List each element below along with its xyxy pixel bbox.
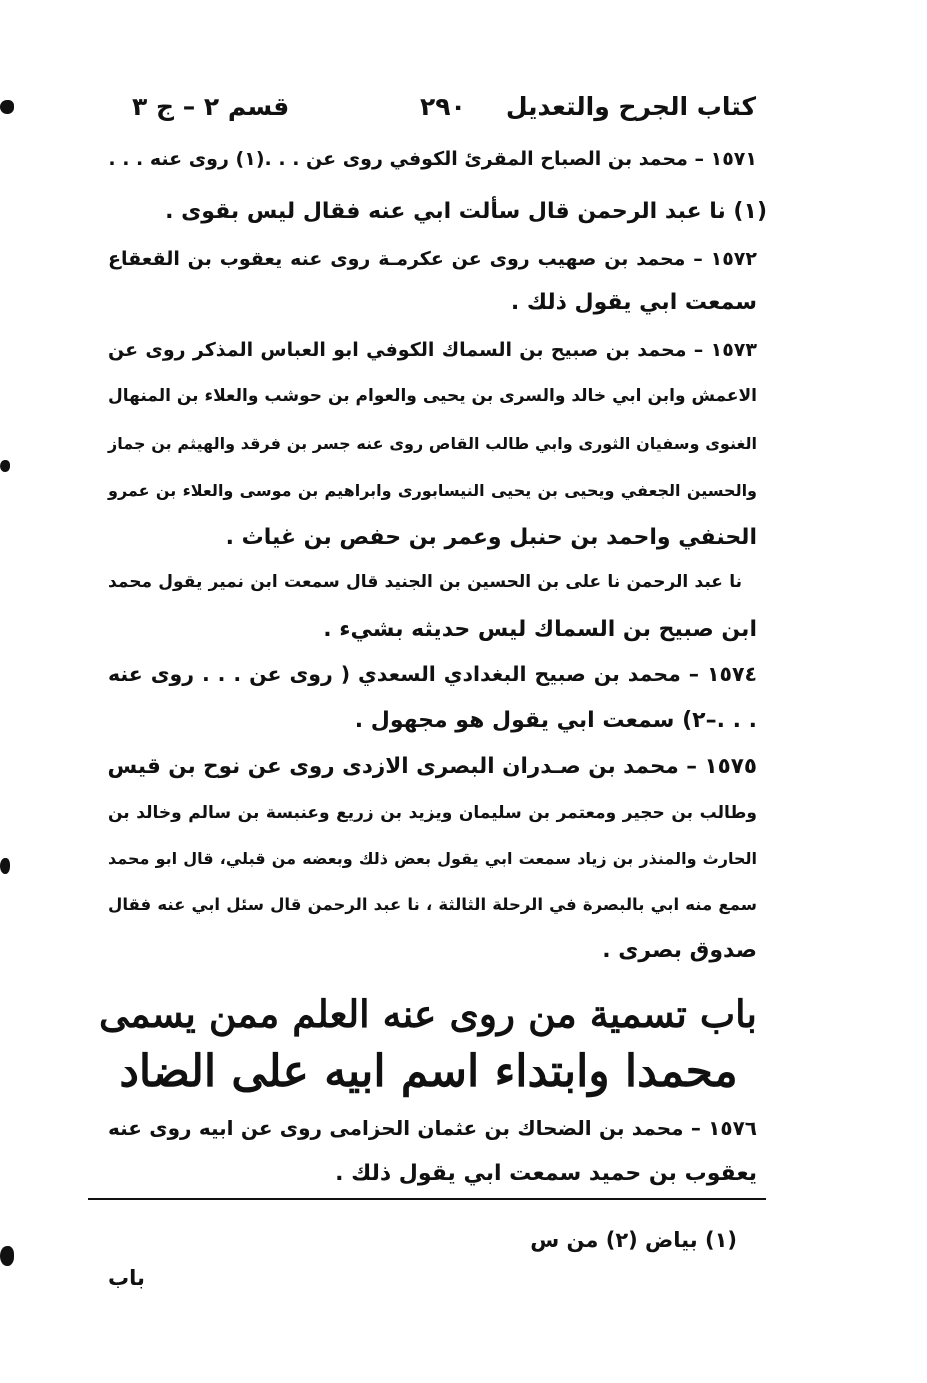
page-number: ٢٩٠ bbox=[420, 92, 466, 121]
chapter-heading-line-2: محمدا وابتداء اسم ابيه على الضاد bbox=[119, 1046, 738, 1097]
body-line: . . .–٢) سمعت ابي يقول هو مجهول . bbox=[354, 708, 757, 733]
body-line: سمعت ابي يقول ذلك . bbox=[510, 290, 757, 315]
scan-mark-lower bbox=[0, 858, 10, 874]
book-title: كتاب الجرح والتعديل bbox=[505, 92, 756, 121]
entry-1575-line: ١٥٧٥ – محمد بن صـدران البصرى الازدى روى عن نوح بن قيس bbox=[107, 754, 757, 779]
body-line: صدوق بصرى . bbox=[602, 938, 757, 963]
footnote-divider bbox=[88, 1198, 766, 1200]
catchword: باب bbox=[108, 1266, 145, 1290]
volume-label: قسم ٢ – ج ٣ bbox=[132, 92, 290, 121]
entry-1572-line: ١٥٧٢ – محمد بن صهيب روى عن عكرمـة روى عنه يعقوب بن القعقاع bbox=[108, 248, 757, 270]
entry-1571-line: ١٥٧١ – محمد بن الصباح المقرئ الكوفي روى عن . . .(١) روى عنه . . . bbox=[108, 148, 757, 170]
body-line: الحنفي واحمد بن حنبل وعمر بن حفص بن غياث . bbox=[225, 525, 757, 550]
footnote-inline-line: (١) نا عبد الرحمن قال سألت ابي عنه فقال ليس بقوى . bbox=[165, 199, 767, 224]
entry-1574-line: ١٥٧٤ – محمد بن صبيح البغدادي السعدي ( روى عن . . . روى عنه bbox=[108, 662, 757, 686]
entry-1573-line: ١٥٧٣ – محمد بن صبيح بن السماك الكوفي ابو العباس المذكر روى عن bbox=[108, 339, 757, 361]
footnote: (١) بياض (٢) من س bbox=[530, 1228, 737, 1252]
body-line: ابن صبيح بن السماك ليس حديثه بشيء . bbox=[323, 617, 757, 642]
running-header bbox=[120, 92, 756, 132]
body-line: الحارث والمنذر بن زياد سمعت ابي يقول بعض ذلك وبعضه من قبلي، قال ابو محمد bbox=[108, 849, 757, 868]
body-line: الاعمش وابن ابي خالد والسرى بن يحيى والعوام بن حوشب والعلاء بن المنهال bbox=[108, 386, 757, 406]
scan-mark-mid bbox=[0, 460, 10, 472]
body-line: سمع منه ابي بالبصرة في الرحلة الثالثة ، نا عبد الرحمن قال سئل ابي عنه فقال bbox=[108, 895, 757, 914]
entry-1576-line: ١٥٧٦ – محمد بن الضحاك بن عثمان الحزامى روى عن ابيه روى عنه bbox=[108, 1116, 757, 1140]
body-line: نا عبد الرحمن نا على بن الحسين بن الجنيد قال سمعت ابن نمير يقول محمد bbox=[108, 572, 742, 592]
body-line: الغنوى وسفيان الثورى وابي طالب القاص روى عنه جسر بن فرقد والهيثم بن جماز bbox=[108, 434, 757, 453]
body-line: والحسين الجعفي ويحيى بن يحيى النيسابورى وابراهيم بن موسى والعلاء بن عمرو bbox=[108, 481, 757, 500]
body-line: يعقوب بن حميد سمعت ابي يقول ذلك . bbox=[335, 1161, 757, 1186]
scan-mark-top bbox=[0, 100, 14, 114]
chapter-heading-line-1: باب تسمية من روى عنه العلم ممن يسمى bbox=[99, 992, 757, 1036]
body-line: وطالب بن حجير ومعتمر بن سليمان ويزيد بن زريع وعنبسة بن سالم وخالد بن bbox=[108, 803, 757, 823]
scan-mark-bottom bbox=[0, 1246, 14, 1266]
